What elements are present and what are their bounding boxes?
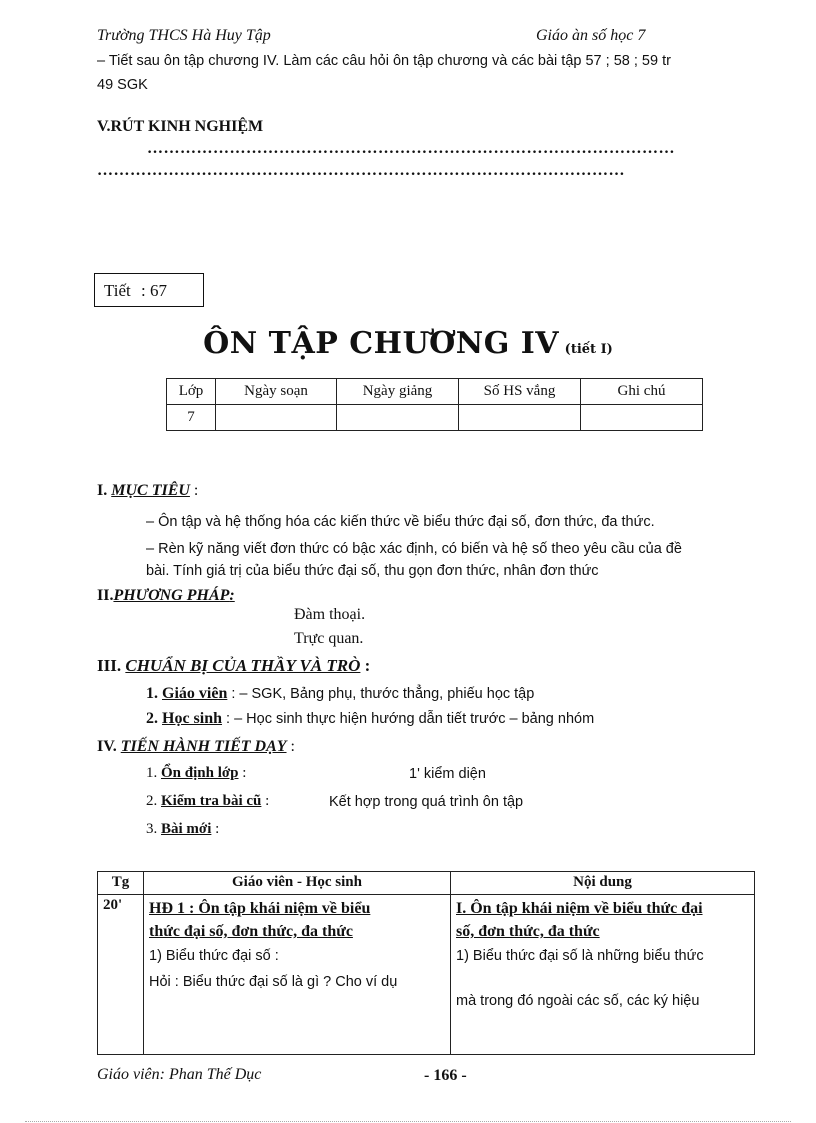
table-row	[98, 895, 755, 1055]
step-on-dinh-text: 1' kiểm diện	[409, 766, 486, 782]
prep-student-label: Học sinh	[162, 710, 223, 727]
lesson-label: Tiết	[104, 281, 131, 300]
step-kiem-tra	[146, 793, 269, 810]
cell-so-hs-vang	[459, 405, 581, 431]
col-ngay-giang: Ngày giảng	[337, 379, 459, 405]
muc-tieu-line-2a: – Rèn kỹ năng viết đơn thức có bậc xác định, có biến và hệ số theo yêu cầu của đề	[146, 541, 682, 557]
cell-content	[451, 895, 755, 1055]
step-colon: :	[261, 793, 270, 809]
table-row	[167, 405, 703, 431]
cell-ghi-chu	[581, 405, 703, 431]
prep-teacher	[146, 685, 534, 703]
prep-student-text: : – Học sinh thực hiện hướng dẫn tiết trước – bảng nhóm	[226, 711, 595, 727]
section-colon: :	[360, 656, 371, 675]
section-number: I.	[97, 482, 108, 499]
title-sub: (tiết I)	[564, 342, 613, 357]
step-label: Kiểm tra bài cũ	[161, 793, 262, 809]
lesson-number: : 67	[141, 281, 168, 300]
col-noi-dung: Nội dung	[451, 872, 755, 895]
intro-line-1: – Tiết sau ôn tập chương IV. Làm các câu hỏi ôn tập chương và các bài tập 57 ; 58 ; 59 tr	[97, 53, 671, 69]
gv-line-2: Hỏi : Biểu thức đại số là gì ? Cho ví dụ	[149, 974, 398, 990]
muc-tieu-line-1: – Ôn tập và hệ thống hóa các kiến thức về biểu thức đại số, đơn thức, đa thức.	[146, 514, 655, 530]
step-bai-moi	[146, 821, 219, 838]
step-colon: :	[238, 765, 247, 781]
section-chuan-bi-heading	[97, 656, 370, 676]
cell-ngay-giang	[337, 405, 459, 431]
prep-teacher-num: 1.	[146, 685, 158, 702]
step-on-dinh	[146, 765, 246, 782]
step-colon: :	[211, 821, 220, 837]
col-lop: Lớp	[167, 379, 216, 405]
nd-line-2: mà trong đó ngoài các số, các ký hiệu	[456, 993, 700, 1009]
section-number: III.	[97, 656, 122, 675]
page-title	[0, 326, 816, 361]
intro-line-2: 49 SGK	[97, 77, 148, 93]
step-number: 2.	[146, 793, 158, 809]
step-label: Bài mới	[161, 821, 212, 837]
dotted-line-2: ……………………………………………………………………………………	[97, 162, 625, 179]
cell-teacher-student	[144, 895, 451, 1055]
prep-teacher-text: : – SGK, Bảng phụ, thước thẳng, phiếu học tập	[231, 686, 535, 702]
section-muc-tieu-heading	[97, 482, 198, 500]
step-kiem-tra-text: Kết hợp trong quá trình ôn tập	[329, 794, 524, 810]
muc-tieu-line-2b: bài. Tính giá trị của biểu thức đại số, thu gọn đơn thức, nhân đơn thức	[146, 563, 599, 579]
activity-title-2: thức đại số, đơn thức, đa thức	[149, 923, 353, 940]
gv-line-1: 1) Biểu thức đại số :	[149, 948, 279, 964]
col-tg: Tg	[98, 872, 144, 895]
lesson-number-box	[94, 273, 204, 307]
table-header-row	[98, 872, 755, 895]
method-item-1: Đàm thoại.	[294, 606, 366, 623]
col-so-hs-vang: Số HS vắng	[459, 379, 581, 405]
section-number: II.	[97, 587, 114, 604]
table-header-row	[167, 379, 703, 405]
class-info-table	[166, 378, 703, 431]
subject-title: Giáo àn số học 7	[536, 27, 646, 44]
col-giao-vien-hoc-sinh: Giáo viên - Học sinh	[144, 872, 451, 895]
page-number: - 166 -	[424, 1067, 467, 1084]
step-label: Ổn định lớp	[161, 765, 239, 781]
step-number: 1.	[146, 765, 158, 781]
col-ngay-soan: Ngày soạn	[216, 379, 337, 405]
section-title: CHUẨN BỊ CỦA THẦY VÀ TRÒ	[125, 656, 361, 675]
section-phuong-phap-heading	[97, 587, 235, 605]
prep-student	[146, 710, 594, 728]
prep-teacher-label: Giáo viên	[162, 685, 228, 702]
cell-tg: 20'	[98, 895, 144, 1055]
section-title: PHƯƠNG PHÁP	[113, 587, 230, 604]
section-colon: :	[286, 738, 295, 755]
activity-title-1: HĐ 1 : Ôn tập khái niệm về biểu	[149, 900, 371, 917]
col-ghi-chu: Ghi chú	[581, 379, 703, 405]
method-item-2: Trực quan.	[294, 630, 364, 647]
school-name: Trường THCS Hà Huy Tập	[97, 27, 271, 44]
page-bottom-border	[25, 1121, 791, 1122]
cell-lop: 7	[167, 405, 216, 431]
section-tien-hanh-heading	[97, 738, 295, 756]
rut-kinh-nghiem-heading: V.RÚT KINH NGHIỆM	[97, 118, 264, 135]
prep-student-num: 2.	[146, 710, 158, 727]
content-title-1: I. Ôn tập khái niệm về biểu thức đại	[456, 900, 703, 917]
cell-ngay-soan	[216, 405, 337, 431]
nd-line-1: 1) Biểu thức đại số là những biểu thức	[456, 948, 704, 964]
section-colon: :	[189, 482, 199, 499]
step-number: 3.	[146, 821, 158, 837]
section-colon: :	[229, 587, 235, 604]
lesson-table	[97, 871, 755, 1055]
footer-teacher: Giáo viên: Phan Thế Dục	[97, 1066, 262, 1083]
section-number: IV.	[97, 738, 117, 755]
section-title: TIẾN HÀNH TIẾT DẠY	[120, 738, 287, 755]
content-title-2: số, đơn thức, đa thức	[456, 923, 600, 940]
section-title: MỤC TIÊU	[111, 482, 190, 499]
title-main: ÔN TẬP CHƯƠNG IV	[203, 326, 560, 361]
dotted-line-1: ……………………………………………………………………………………	[147, 140, 675, 157]
